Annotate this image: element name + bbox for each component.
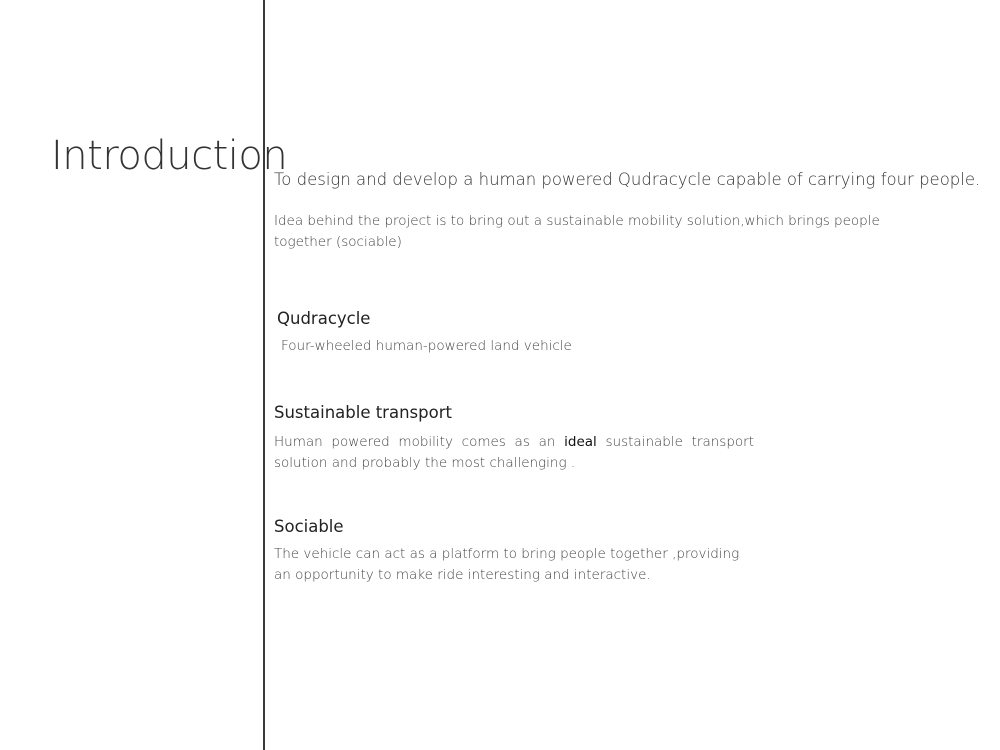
page-title: Introduction — [51, 133, 288, 179]
project-goal-text: To design and develop a human powered Qudracycle capable of carrying four people. — [274, 170, 981, 189]
sociable-heading: Sociable — [274, 517, 344, 536]
ideal-emphasis: ideal — [564, 434, 597, 450]
sustainable-transport-description — [274, 432, 754, 473]
qudracycle-heading: Qudracycle — [277, 309, 371, 328]
qudracycle-description: Four-wheeled human-powered land vehicle — [281, 338, 572, 354]
sustainable-transport-heading: Sustainable transport — [274, 403, 452, 422]
vertical-divider — [263, 0, 265, 750]
sustainable-transport-text-part: sustainable transport solution and probably the most challenging . — [274, 434, 755, 471]
sustainable-transport-text-part: Human powered mobility comes as an — [274, 434, 565, 450]
project-idea-text: Idea behind the project is to bring out a sustainable mobility solution,which brings people together (sociable) — [274, 213, 880, 250]
sociable-description: The vehicle can act as a platform to bring people together ,providing an opportunity to make ride interesting and interactive. — [274, 546, 740, 583]
